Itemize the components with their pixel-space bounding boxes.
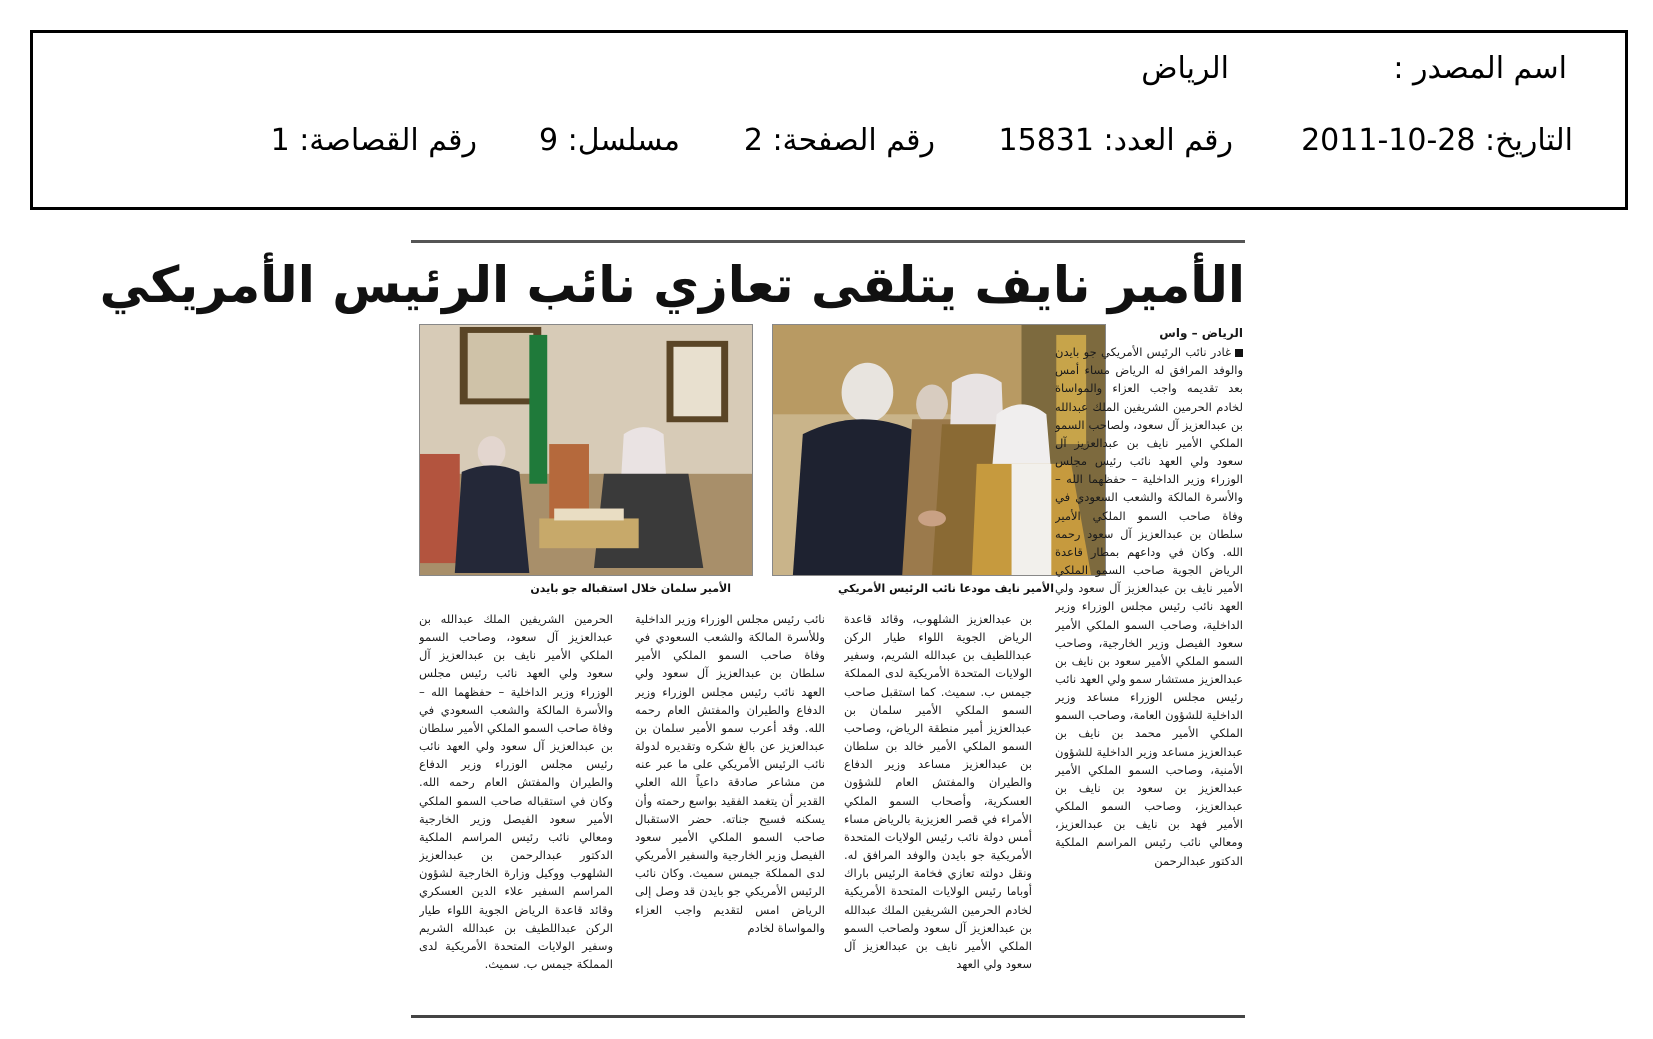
- column-1-body: غادر نائب الرئيس الأمريكي جو بايدن والوفد المرافق له الرياض مساء أمس بعد تقديمه واجب العزاء والمواساة لخادم الحرمين الشريفين الملك عبدالله بن عبدالعزيز آل سعود، ولصاحب السمو الملكي الأمير نايف بن عبدالعزيز آل سعود ولي العهد نائب رئيس مجلس الوزراء وزير الداخلية – حفظهما الله – والأسرة المالكة والشعب السعودي في وفاة صاحب السمو الملكي الأمير سلطان بن عبدالعزيز آل سعود رحمه الله. وكان في وداعهم بمطار قاعدة الرياض الجوية صاحب السمو الملكي الأمير نايف بن عبدالعزيز آل سعود ولي العهد نائب رئيس مجلس الوزراء وزير الداخلية، وصاحب السمو الملكي الأمير سعود الفيصل وزير الخارجية، وصاحب السمو الملكي الأمير سعود بن نايف بن عبدالعزيز مستشار سمو ولي العهد نائب رئيس مجلس الوزراء مساعد وزير الداخلية للشؤون العامة، وصاحب السمو الملكي الأمير محمد بن نايف بن عبدالعزيز مساعد وزير الداخلية للشؤون الأمنية، وصاحب السمو الملكي الأمير عبدالعزيز بن سعود بن نايف بن عبدالعزيز، وصاحب السمو الملكي الأمير فهد بن نايف بن عبدالعزيز، ومعالي نائب رئيس المراسم الملكية الدكتور عبدالرحمن: [1055, 345, 1243, 868]
- meta-row-details: [33, 123, 1625, 163]
- photo-farewell-caption: الأمير نايف مودعا نائب الرئيس الأمريكي: [838, 582, 1054, 595]
- article-column-3: [635, 610, 825, 1014]
- column-4-body: الحرمين الشريفين الملك عبدالله بن عبدالعزيز آل سعود، وصاحب السمو الملكي الأمير نايف بن عبدالعزيز آل سعود ولي العهد نائب رئيس مجلس الوزراء وزير الداخلية – حفظهما الله – والأسرة المالكة والشعب السعودي في وفاة صاحب السمو الملكي الأمير سلطان بن عبدالعزيز آل سعود ولي العهد نائب رئيس مجلس الوزراء وزير الدفاع والطيران والمفتش العام رحمه الله. وكان في استقباله صاحب السمو الملكي الأمير سعود الفيصل وزير الخارجية ومعالي نائب رئيس المراسم الملكية الدكتور عبدالرحمن بن عبدالعزيز الشلهوب ووكيل وزارة الخارجية لشؤون المراسم السفير علاء الدين العسكري وقائد قاعدة الرياض الجوية اللواء طيار الركن عبداللطيف بن عبدالله الشريم وسفير الولايات المتحدة الأمريكية لدى المملكة جيمس ب. سميث.: [419, 612, 613, 971]
- photo-meeting-image: [420, 325, 752, 575]
- bullet-square-icon: [1235, 349, 1243, 357]
- page-number: رقم الصفحة: 2: [743, 123, 935, 158]
- article-column-2: [844, 610, 1032, 1014]
- column-1-text: [1055, 343, 1243, 870]
- column-3-body: نائب رئيس مجلس الوزراء وزير الداخلية وللأسرة المالكة والشعب السعودي في وفاة صاحب السمو الملكي الأمير سلطان بن عبدالعزيز آل سعود ولي العهد نائب رئيس مجلس الوزراء وزير الدفاع والطيران والمفتش العام رحمه الله. وقد أعرب سمو الأمير سلمان بن عبدالعزيز عن بالغ شكره وتقديره لدولة نائب الرئيس الأمريكي على ما عبر عنه من مشاعر صادقة داعياً الله العلي القدير أن يتغمد الفقيد بواسع رحمته وأن يسكنه فسيح جناته. حضر الاستقبال صاحب السمو الملكي الأمير سعود الفيصل وزير الخارجية والسفير الأمريكي لدى المملكة جيمس سميث. وكان نائب الرئيس الأمريكي جو بايدن قد وصل إلى الرياض امس لتقديم واجب العزاء والمواساة لخادم: [635, 612, 825, 935]
- clip-number: رقم القصاصة: 1: [270, 123, 477, 158]
- serial-number: مسلسل: 9: [539, 123, 680, 158]
- article-headline: الأمير نايف يتلقى تعازي نائب الرئيس الأمريكي: [99, 256, 1245, 314]
- photo-meeting: [419, 324, 753, 576]
- source-value: الرياض: [1141, 51, 1229, 86]
- article-column-4: [419, 610, 613, 1014]
- column-2-body: بن عبدالعزيز الشلهوب، وقائد قاعدة الرياض الجوية اللواء طيار الركن عبداللطيف بن عبدالله الشريم، وسفير الولايات المتحدة الأمريكية لدى المملكة جيمس ب. سميث. كما استقبل صاحب السمو الملكي الأمير سلمان بن عبدالعزيز أمير منطقة الرياض، وصاحب السمو الملكي الأمير خالد بن سلطان بن عبدالعزيز مساعد وزير الدفاع والطيران والمفتش العام للشؤون العسكرية، وأصحاب السمو الملكي الأمراء في قصر العزيزية بالرياض مساء أمس دولة نائب رئيس الولايات المتحدة الأمريكية جو بايدن والوفد المرافق له. ونقل دولته تعازي فخامة الرئيس باراك أوباما رئيس الولايات المتحدة الأمريكية لخادم الحرمين الشريفين الملك عبدالله بن عبدالعزيز آل سعود ولصاحب السمو الملكي الأمير نايف بن عبدالعزيز آل سعود ولي العهد: [844, 612, 1032, 971]
- bottom-rule: [411, 1015, 1245, 1018]
- article-column-1: [1055, 324, 1243, 1014]
- issue-number: رقم العدد: 15831: [998, 123, 1233, 158]
- article-dateline: الرياض – واس: [1159, 326, 1243, 340]
- newspaper-clipping: [99, 240, 1245, 1018]
- top-rule: [411, 240, 1245, 243]
- meta-row-source: [33, 51, 1625, 91]
- clipping-meta-box: [30, 30, 1628, 210]
- date-field: التاريخ: 28-10-2011: [1301, 123, 1573, 158]
- photo-meeting-caption: الأمير سلمان خلال استقباله جو بايدن: [530, 582, 731, 595]
- source-label: اسم المصدر :: [1393, 51, 1567, 86]
